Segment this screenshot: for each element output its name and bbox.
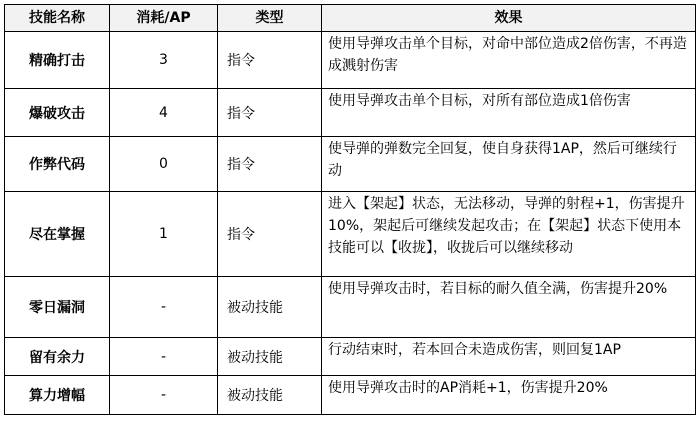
skill-effect-cell: 使用导弹攻击单个目标，对所有部位造成1倍伤害 — [322, 89, 696, 137]
skill-name-cell: 尽在掌握 — [5, 192, 110, 277]
skill-name-cell: 零日漏洞 — [5, 277, 110, 338]
table-row — [5, 32, 696, 89]
skill-effect-cell: 使用导弹攻击时的AP消耗+1，伤害提升20% — [322, 376, 696, 415]
table-row — [5, 376, 696, 415]
skill-cost-cell: 1 — [110, 192, 218, 277]
skill-name-cell: 留有余力 — [5, 338, 110, 376]
skill-name-cell: 作弊代码 — [5, 137, 110, 192]
skill-type-cell: 指令 — [218, 89, 322, 137]
skill-effect-cell: 使用导弹攻击时，若目标的耐久值全满，伤害提升20% — [322, 277, 696, 338]
header-skill-name: 技能名称 — [5, 5, 110, 32]
table-row — [5, 277, 696, 338]
skill-name-cell: 算力增幅 — [5, 376, 110, 415]
skill-type-cell: 被动技能 — [218, 277, 322, 338]
skill-cost-cell: 4 — [110, 89, 218, 137]
skill-type-cell: 被动技能 — [218, 338, 322, 376]
skill-type-cell: 指令 — [218, 192, 322, 277]
header-effect: 效果 — [322, 5, 696, 32]
skill-cost-cell: - — [110, 338, 218, 376]
skill-effect-cell: 使导弹的弹数完全回复，使自身获得1AP，然后可继续行动 — [322, 137, 696, 192]
table-row — [5, 338, 696, 376]
skill-effect-cell: 使用导弹攻击单个目标，对命中部位造成2倍伤害，不再造成溅射伤害 — [322, 32, 696, 89]
table-header-row — [5, 5, 696, 32]
skill-cost-cell: - — [110, 277, 218, 338]
skill-cost-cell: 0 — [110, 137, 218, 192]
skill-table — [4, 4, 696, 415]
table-row — [5, 192, 696, 277]
skill-type-cell: 被动技能 — [218, 376, 322, 415]
header-cost: 消耗/AP — [110, 5, 218, 32]
skill-name-cell: 精确打击 — [5, 32, 110, 89]
header-type: 类型 — [218, 5, 322, 32]
skill-type-cell: 指令 — [218, 32, 322, 89]
skill-cost-cell: - — [110, 376, 218, 415]
table-row — [5, 137, 696, 192]
skill-effect-cell: 进入【架起】状态，无法移动，导弹的射程+1，伤害提升10%，架起后可继续发起攻击；在【架起】状态下使用本技能可以【收拢】，收拢后可以继续移动 — [322, 192, 696, 277]
skill-effect-cell: 行动结束时，若本回合未造成伤害，则回复1AP — [322, 338, 696, 376]
table-row — [5, 89, 696, 137]
skill-type-cell: 指令 — [218, 137, 322, 192]
skill-name-cell: 爆破攻击 — [5, 89, 110, 137]
skill-cost-cell: 3 — [110, 32, 218, 89]
